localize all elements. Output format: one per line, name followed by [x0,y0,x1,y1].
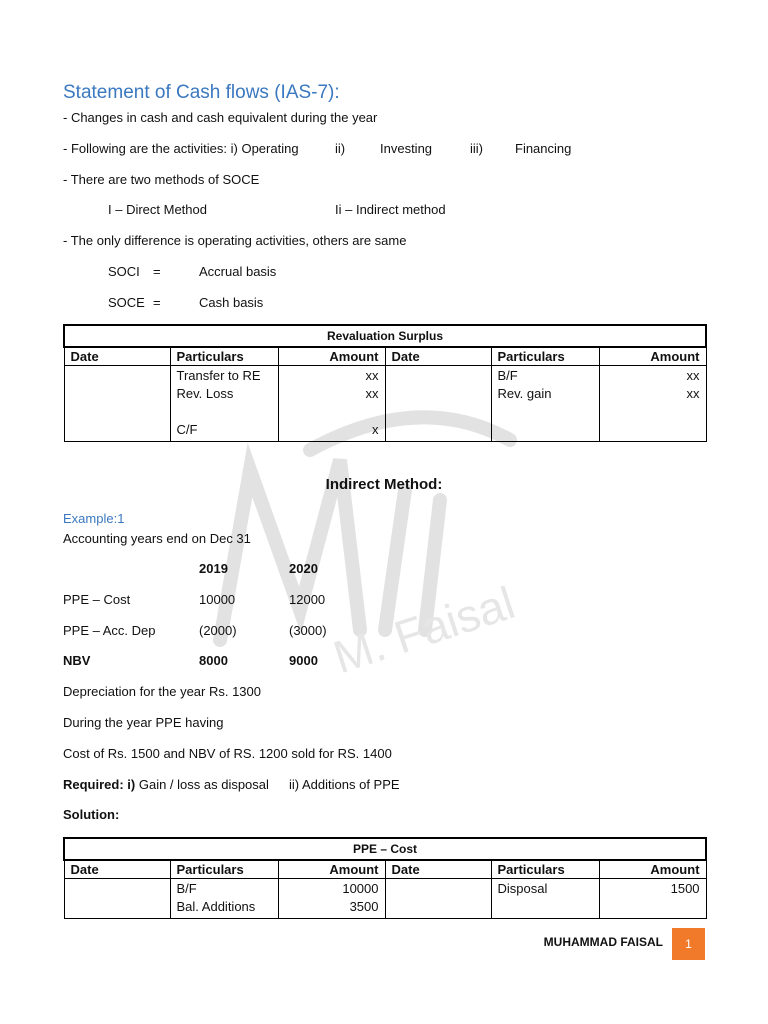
intro-line-4: - The only difference is operating activities, others are same [63,233,407,248]
required-line [63,777,269,792]
intro-line-3: - There are two methods of SOCE [63,172,260,187]
table-cell: Bal. Additions [176,899,256,914]
table-cell: Transfer to RE [176,368,261,383]
col-header: Particulars [170,347,278,366]
table-cell [285,403,379,421]
solution-label: Solution: [63,807,120,822]
table-cell: 3500 [349,899,379,914]
table-cell: x [372,422,379,437]
col-header: Particulars [170,860,278,879]
direct-method: I – Direct Method [108,202,207,217]
during-year-line: During the year PPE having [63,715,224,730]
ppe-accdep-2019: (2000) [199,623,237,638]
ppe-cost-label: PPE – Cost [63,592,131,607]
table-cell [177,403,272,421]
left-amount-cell [278,366,385,442]
col-header: Amount [599,860,706,879]
col-header: Date [64,860,170,879]
footer-author: MUHAMMAD FAISAL [543,935,663,949]
right-amount-cell [599,366,706,442]
col-header: Particulars [491,347,599,366]
right-date-cell [385,366,491,442]
ppe-cost-table [63,837,707,919]
col-header: Amount [278,860,385,879]
activities-prefix: - Following are the activities: i) Operating [63,141,299,156]
left-particulars-cell [170,366,278,442]
soci-label: SOCI [108,264,140,279]
required-text: Gain / loss as disposal [135,777,269,792]
activity-ii-label: ii) [335,141,346,156]
example-label: Example:1 [63,511,125,526]
table-cell: 10000 [342,881,379,896]
ppe-cost-2019: 10000 [199,592,236,607]
col-header: Particulars [491,860,599,879]
table-caption: PPE – Cost [64,838,706,860]
required-ii: ii) Additions of PPE [289,777,400,792]
activity-investing: Investing [380,141,433,156]
table-cell: xx [686,386,700,401]
example-line-1: Accounting years end on Dec 31 [63,531,251,546]
table-cell: C/F [176,422,198,437]
table-cell: Rev. gain [497,386,552,401]
ppe-cost-2020: 12000 [289,592,326,607]
nbv-label: NBV [63,653,91,668]
soce-label: SOCE [108,295,145,310]
table-caption: Revaluation Surplus [64,325,706,347]
left-date-cell [64,879,170,919]
table-cell: B/F [497,368,518,383]
revaluation-surplus-table [63,324,707,442]
right-date-cell [385,879,491,919]
nbv-2019: 8000 [199,653,228,668]
page-number: 1 [672,928,705,960]
col-header: Date [385,347,491,366]
left-amount-cell [278,879,385,919]
left-date-cell [64,366,170,442]
intro-line-2 [63,141,299,156]
ppe-accdep-label: PPE – Acc. Dep [63,623,156,638]
depreciation-line: Depreciation for the year Rs. 1300 [63,684,261,699]
page-title: Statement of Cash flows (IAS-7): [63,82,340,103]
table-cell: 1500 [670,881,700,896]
table-cell: xx [686,368,700,383]
right-particulars-cell [491,366,599,442]
nbv-2020: 9000 [289,653,318,668]
col-header: Amount [599,347,706,366]
indirect-method: Ii – Indirect method [335,202,446,217]
ppe-accdep-2020: (3000) [289,623,327,638]
table-cell: xx [365,368,379,383]
right-particulars-cell [491,879,599,919]
watermark-text: M. Faisal [327,576,521,684]
year-2020: 2020 [289,561,318,576]
intro-line-1: - Changes in cash and cash equivalent during the year [63,110,378,125]
table-cell: Rev. Loss [176,386,234,401]
col-header: Amount [278,347,385,366]
required-label: Required: i) [63,777,136,792]
activity-financing: Financing [515,141,572,156]
soce-equals: = [153,295,161,310]
table-cell: xx [365,386,379,401]
table-cell: B/F [176,881,197,896]
soci-equals: = [153,264,161,279]
col-header: Date [385,860,491,879]
col-header: Date [64,347,170,366]
indirect-method-heading: Indirect Method: [325,476,443,493]
activity-iii-label: iii) [470,141,483,156]
table-cell: Disposal [497,881,548,896]
left-particulars-cell [170,879,278,919]
soci-basis: Accrual basis [199,264,277,279]
year-2019: 2019 [199,561,228,576]
cost-line: Cost of Rs. 1500 and NBV of RS. 1200 sold for RS. 1400 [63,746,392,761]
soce-basis: Cash basis [199,295,264,310]
right-amount-cell [599,879,706,919]
